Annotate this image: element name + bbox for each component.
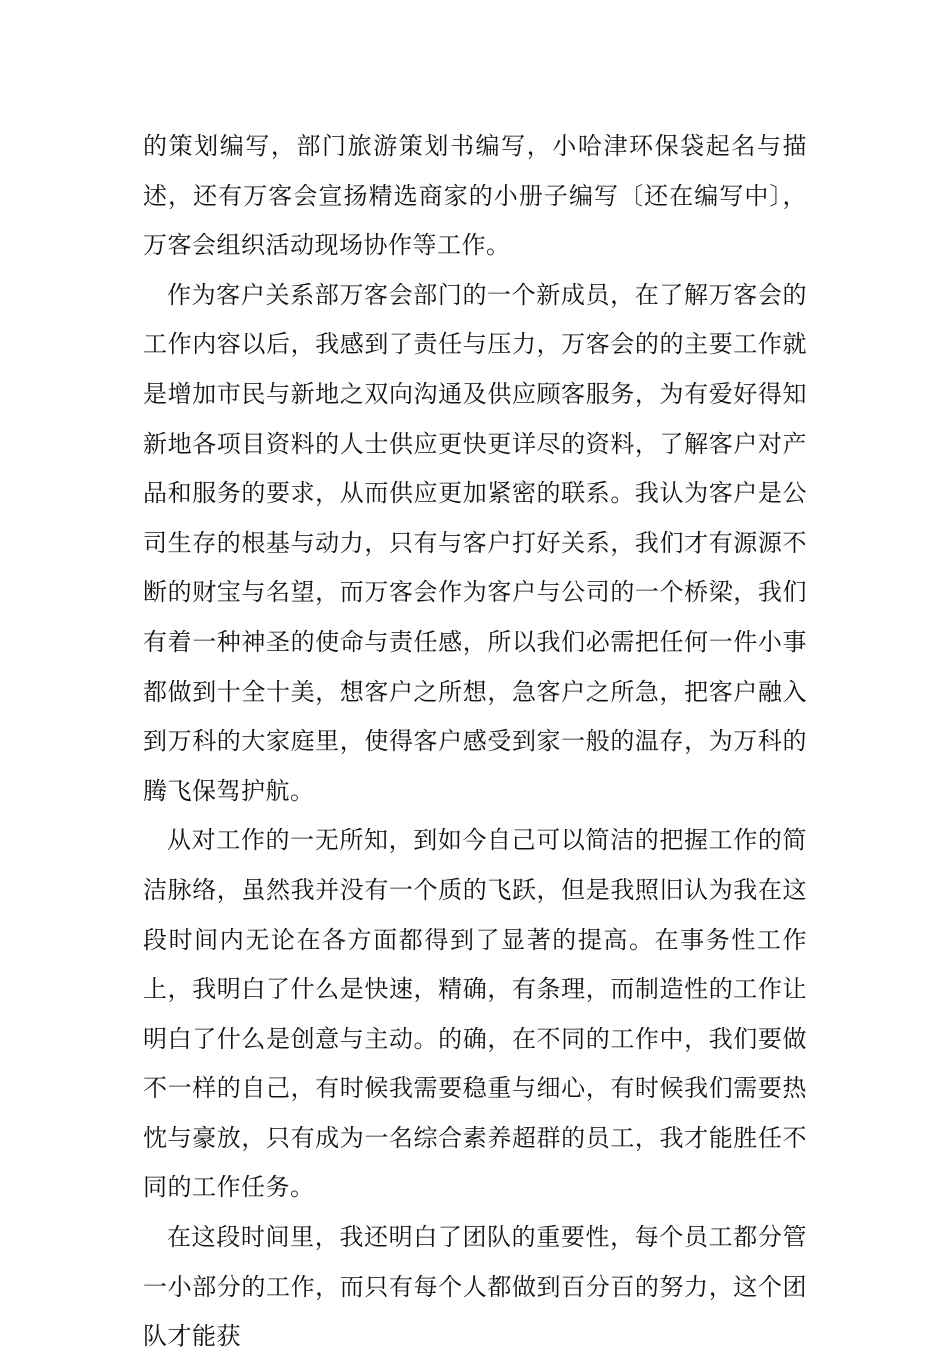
document-body xyxy=(143,122,807,1362)
paragraph: 的策划编写，部门旅游策划书编写，小哈津环保袋起名与描述，还有万客会宣扬精选商家的小册子编写〔还在编写中〕，万客会组织活动现场协作等工作。 xyxy=(143,132,807,260)
paragraph: 作为客户关系部万客会部门的一个新成员，在了解万客会的工作内容以后，我感到了责任与压力，万客会的的主要工作就是增加市民与新地之双向沟通及供应顾客服务，为有爱好得知新地各项目资料的人士供应更快更详尽的资料，了解客户对产品和服务的要求，从而供应更加紧密的联系。我认为客户是公司生存的根基与动力，只有与客户打好关系，我们才有源源不断的财宝与名望，而万客会作为客户与公司的一个桥梁，我们有着一种神圣的使命与责任感，所以我们必需把任何一件小事都做到十全十美，想客户之所想，急客户之所急，把客户融入到万科的大家庭里，使得客户感受到家一般的温存，为万科的腾飞保驾护航。 xyxy=(143,280,807,805)
paragraph: 从对工作的一无所知，到如今自己可以简洁的把握工作的简洁脉络，虽然我并没有一个质的飞跃，但是我照旧认为我在这段时间内无论在各方面都得到了显著的提高。在事务性工作上，我明白了什么是快速，精确，有条理，而制造性的工作让明白了什么是创意与主动。的确，在不同的工作中，我们要做不一样的自己，有时候我需要稳重与细心，有时候我们需要热忱与豪放，只有成为一名综合素养超群的员工，我才能胜任不同的工作任务。 xyxy=(143,826,807,1202)
paragraph: 在这段时间里，我还明白了团队的重要性，每个员工都分管一小部分的工作，而只有每个人都做到百分百的努力，这个团队才能获 xyxy=(143,1223,807,1351)
